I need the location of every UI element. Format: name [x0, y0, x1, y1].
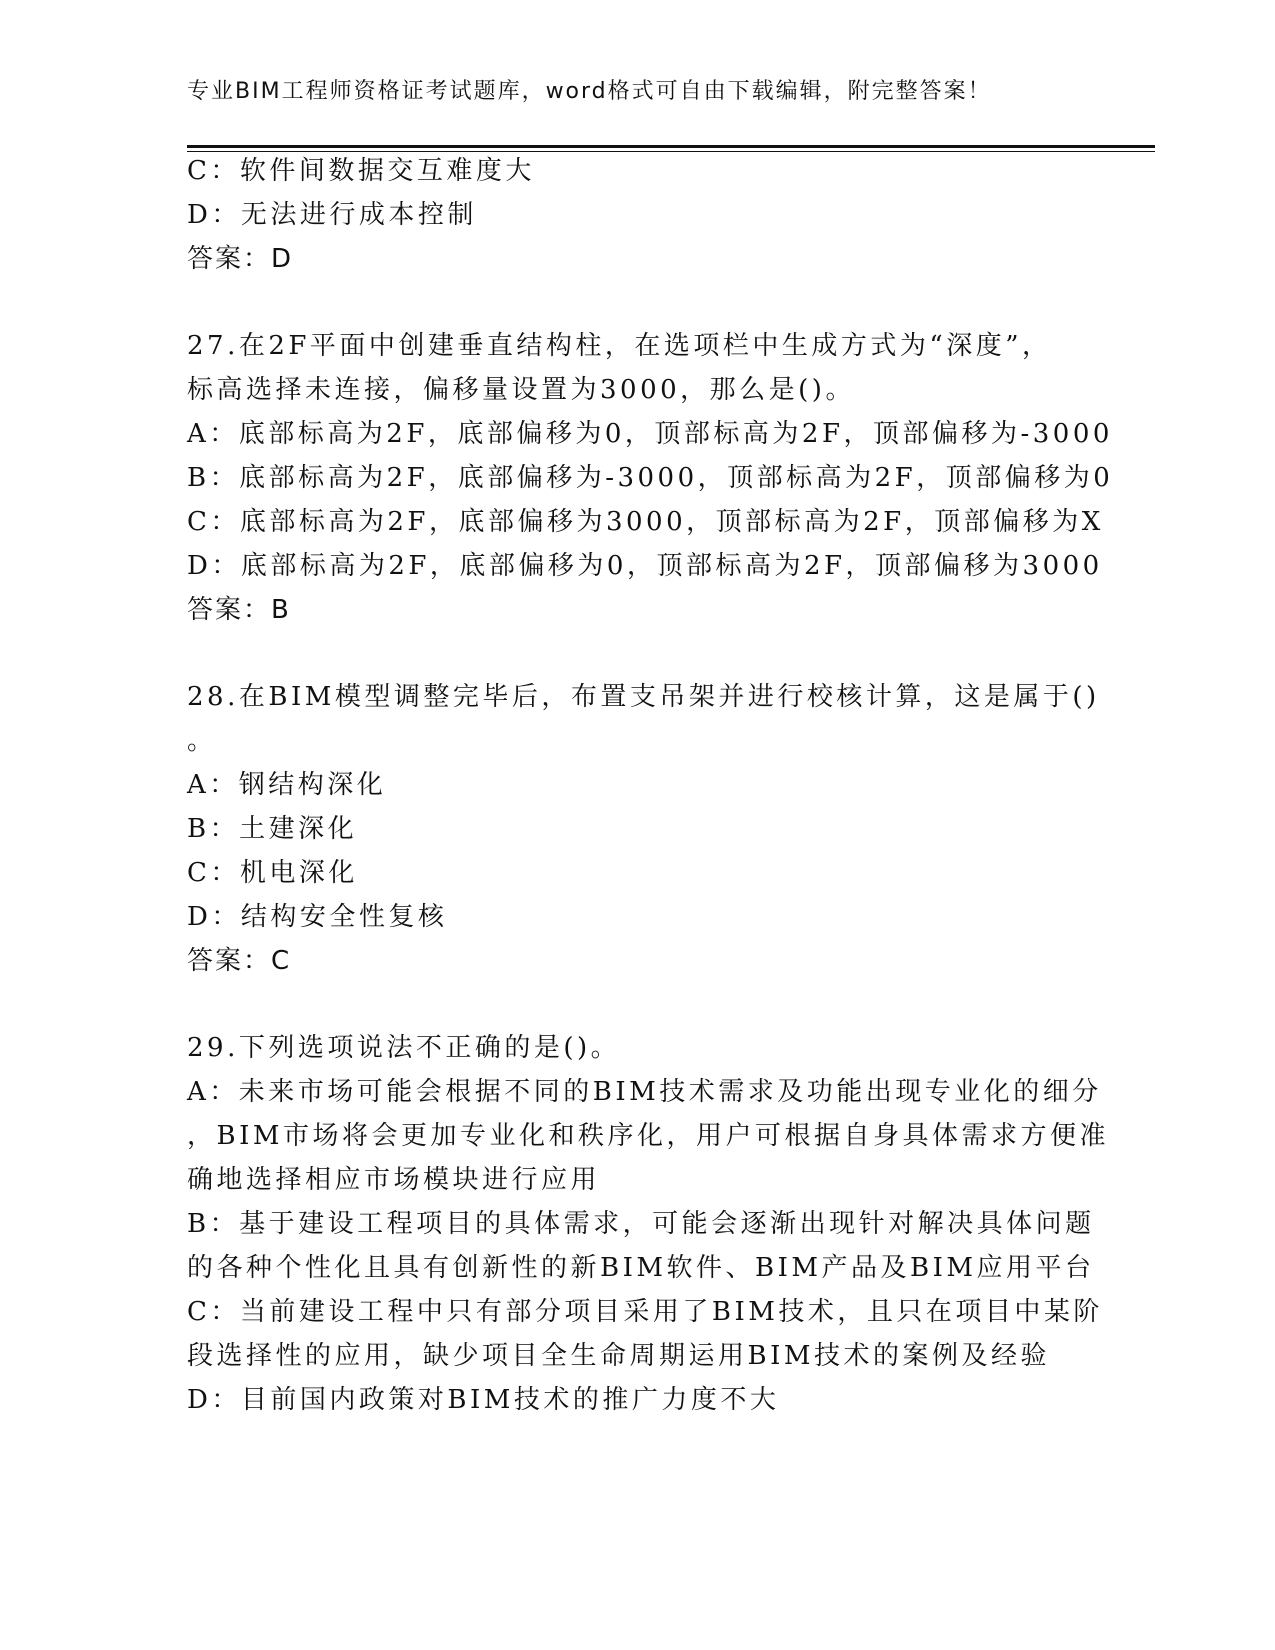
- q28-stem-line1: 28.在BIM模型调整完毕后，布置支吊架并进行校核计算，这是属于(): [187, 682, 1100, 712]
- q29-option-a-line2: ，BIM市场将会更加专业化和秩序化，用户可根据自身具体需求方便准: [187, 1121, 1109, 1151]
- q26-option-d: D：无法进行成本控制: [187, 200, 477, 230]
- q29-option-a-line3: 确地选择相应市场模块进行应用: [187, 1165, 601, 1195]
- q27-option-b: B：底部标高为2F，底部偏移为-3000，顶部标高为2F，顶部偏移为0: [187, 463, 1114, 493]
- q27-stem-line1: 27.在2F平面中创建垂直结构柱，在选项栏中生成方式为“深度”，: [187, 331, 1052, 361]
- q28-option-a: A：钢结构深化: [187, 770, 387, 800]
- q28-stem-line2: 。: [187, 726, 217, 756]
- q29-option-b-line1: B：基于建设工程项目的具体需求，可能会逐渐出现针对解决具体问题: [187, 1209, 1095, 1239]
- q28-option-d: D：结构安全性复核: [187, 902, 448, 932]
- header-rule-thick: [187, 145, 1155, 148]
- q29-option-b-line2: 的各种个性化且具有创新性的新BIM软件、BIM产品及BIM应用平台: [187, 1253, 1095, 1283]
- page-header: 专业BIM工程师资格证考试题库，word格式可自由下载编辑，附完整答案！: [187, 79, 992, 104]
- q28-answer: 答案：C: [187, 946, 292, 976]
- q27-stem-line2: 标高选择未连接，偏移量设置为3000，那么是()。: [187, 375, 855, 405]
- q26-answer: 答案：D: [187, 244, 294, 274]
- q27-option-d: D：底部标高为2F，底部偏移为0，顶部标高为2F，顶部偏移为3000: [187, 551, 1103, 581]
- q28-option-b: B：土建深化: [187, 814, 358, 844]
- q27-option-c: C：底部标高为2F，底部偏移为3000，顶部标高为2F，顶部偏移为X: [187, 507, 1104, 537]
- q29-option-c-line1: C：当前建设工程中只有部分项目采用了BIM技术，且只在项目中某阶: [187, 1297, 1103, 1327]
- q29-option-d: D：目前国内政策对BIM技术的推广力度不大: [187, 1385, 780, 1415]
- q26-option-c: C：软件间数据交互难度大: [187, 156, 535, 186]
- q27-option-a: A：底部标高为2F，底部偏移为0，顶部标高为2F，顶部偏移为-3000: [187, 419, 1113, 449]
- q29-option-c-line2: 段选择性的应用，缺少项目全生命周期运用BIM技术的案例及经验: [187, 1341, 1050, 1371]
- q27-answer: 答案：B: [187, 595, 291, 625]
- header-rule-thin: [187, 151, 1155, 152]
- q29-option-a-line1: A：未来市场可能会根据不同的BIM技术需求及功能出现专业化的细分: [187, 1077, 1102, 1107]
- q29-stem: 29.下列选项说法不正确的是()。: [187, 1033, 621, 1063]
- q28-option-c: C：机电深化: [187, 858, 358, 888]
